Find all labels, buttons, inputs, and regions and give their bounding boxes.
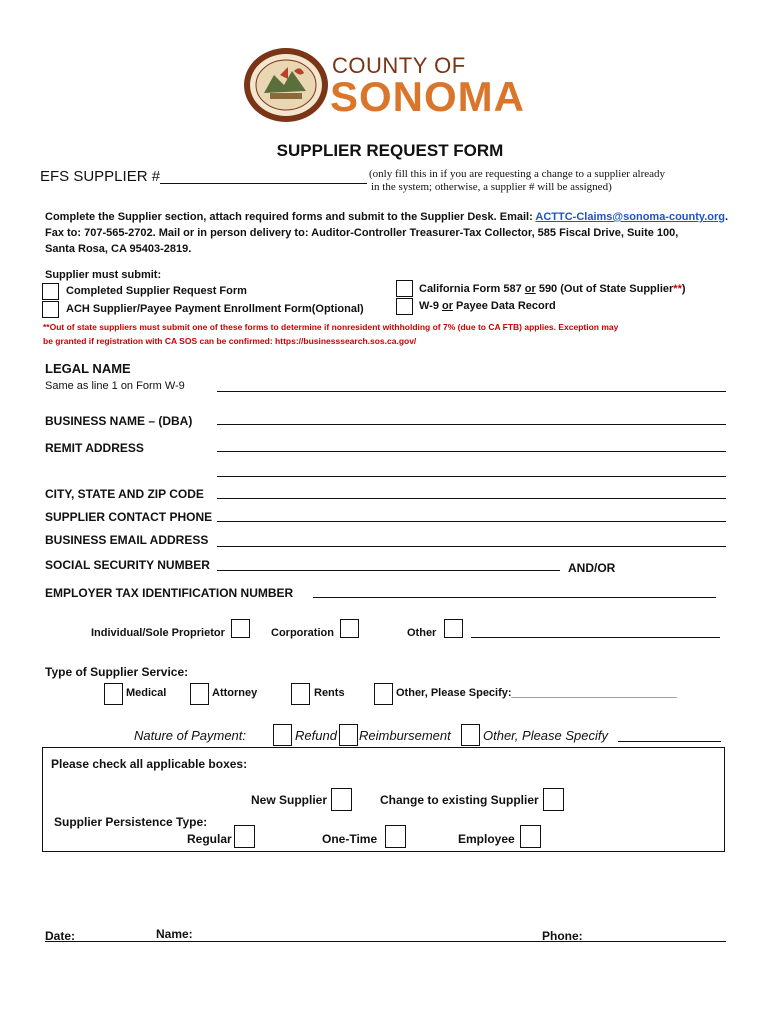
item3-or: or	[524, 283, 536, 295]
form-title: SUPPLIER REQUEST FORM	[276, 141, 504, 160]
efs-note-line1: (only fill this in if you are requesting a change to a supplier already	[369, 168, 665, 180]
service-other-label: Other, Please Specify:___________________________	[396, 687, 677, 699]
date-label: Date:	[45, 929, 76, 943]
email-address-field[interactable]	[217, 546, 726, 547]
payment-refund-label: Refund	[295, 728, 337, 743]
instructions-line2: Fax to: 707-565-2702. Mail or in person delivery to: Auditor-Controller Treasurer-Tax Collector, 585 Fiscal Drive, Suite 100,	[45, 227, 679, 239]
must-submit-item3	[419, 283, 686, 295]
payment-label: Nature of Payment:	[134, 728, 246, 743]
employee-label: Employee	[458, 832, 515, 846]
checkbox-payment-other[interactable]	[461, 724, 480, 746]
persistence-label: Supplier Persistence Type:	[54, 815, 208, 829]
item4-post: Payee Data Record	[453, 300, 556, 312]
name-label: Name:	[156, 927, 193, 941]
checkbox-w9-payee[interactable]	[396, 298, 413, 315]
one-time-label: One-Time	[322, 832, 378, 846]
payment-reimbursement-label: Reimbursement	[359, 728, 451, 743]
county-seal-icon	[240, 45, 330, 125]
efs-note-line2: in the system; otherwise, a supplier # will be assigned)	[371, 181, 612, 193]
checkbox-ca-form-587-590[interactable]	[396, 280, 413, 297]
checkbox-attorney[interactable]	[190, 683, 209, 705]
ssn-label: SOCIAL SECURITY NUMBER	[45, 558, 210, 572]
regular-label: Regular	[187, 832, 232, 846]
item3-stars: **	[673, 283, 682, 295]
oos-note-line2: be granted if registration with CA SOS can be confirmed: https://businesssearch.sos.ca.gov/	[43, 336, 417, 346]
checkbox-new-supplier[interactable]	[331, 788, 352, 811]
sonoma-text: SONOMA	[330, 73, 525, 120]
new-supplier-label: New Supplier	[251, 793, 328, 807]
remit-address-field-2[interactable]	[217, 476, 726, 477]
checkbox-corporation[interactable]	[340, 619, 359, 638]
and-or-label: AND/OR	[568, 561, 616, 575]
checkbox-employee[interactable]	[520, 825, 541, 848]
contact-phone-field[interactable]	[217, 521, 726, 522]
checkbox-reimbursement[interactable]	[339, 724, 358, 746]
item3-close: )	[681, 283, 686, 295]
service-medical-label: Medical	[126, 687, 167, 699]
ein-label: EMPLOYER TAX IDENTIFICATION NUMBER	[45, 586, 294, 600]
change-existing-label: Change to existing Supplier	[380, 793, 539, 807]
checkbox-medical[interactable]	[104, 683, 123, 705]
entity-individual-label: Individual/Sole Proprietor	[91, 627, 225, 639]
service-attorney-label: Attorney	[212, 687, 258, 699]
business-name-label: BUSINESS NAME – (DBA)	[45, 414, 193, 428]
checkbox-ach-form[interactable]	[42, 301, 59, 318]
applicable-boxes-heading: Please check all applicable boxes:	[51, 757, 248, 771]
checkbox-one-time[interactable]	[385, 825, 406, 848]
item4-pre: W-9	[419, 300, 442, 312]
checkbox-supplier-request-form[interactable]	[42, 283, 59, 300]
county-logo	[240, 45, 530, 125]
entity-other-field[interactable]	[471, 637, 720, 638]
checkbox-rents[interactable]	[291, 683, 310, 705]
ssn-field[interactable]	[217, 570, 560, 571]
county-of-text: COUNTY OF	[332, 53, 466, 78]
payment-other-label: Other, Please Specify	[483, 728, 609, 743]
must-submit-item1: Completed Supplier Request Form	[66, 285, 247, 297]
item3-pre: California Form 587	[419, 283, 525, 295]
legal-name-label: LEGAL NAME	[45, 361, 131, 376]
service-rents-label: Rents	[314, 687, 345, 699]
ein-field[interactable]	[313, 597, 716, 598]
business-name-field[interactable]	[217, 424, 726, 425]
item4-or: or	[442, 300, 453, 312]
entity-corporation-label: Corporation	[271, 627, 334, 639]
city-state-zip-field[interactable]	[217, 498, 726, 499]
entity-other-label: Other	[407, 627, 437, 639]
signature-line[interactable]	[45, 941, 726, 942]
checkbox-refund[interactable]	[273, 724, 292, 746]
efs-supplier-field[interactable]	[160, 183, 367, 184]
item3-post: 590 (Out of State Supplier	[535, 283, 674, 295]
checkbox-entity-other[interactable]	[444, 619, 463, 638]
legal-name-sub: Same as line 1 on Form W-9	[45, 380, 185, 392]
oos-note-line1: **Out of state suppliers must submit one of these forms to determine if nonresident withholding of 7% (due to CA FTB) applies. Exception may	[43, 322, 619, 332]
must-submit-item2: ACH Supplier/Payee Payment Enrollment Form(Optional)	[66, 303, 364, 315]
instructions-text: Complete the Supplier section, attach required forms and submit to the Supplier Desk. Email:	[45, 211, 536, 223]
checkbox-regular[interactable]	[234, 825, 255, 848]
efs-supplier-label: EFS SUPPLIER #	[40, 168, 161, 185]
instructions-line1	[45, 211, 765, 223]
instructions-line3: Santa Rosa, CA 95403-2819.	[45, 243, 192, 255]
remit-address-label: REMIT ADDRESS	[45, 441, 144, 455]
checkbox-individual[interactable]	[231, 619, 250, 638]
must-submit-heading: Supplier must submit:	[45, 269, 162, 281]
legal-name-field[interactable]	[217, 391, 726, 392]
service-heading: Type of Supplier Service:	[45, 665, 189, 679]
phone-label: Phone:	[542, 929, 583, 943]
email-link[interactable]: ACTTC-Claims@sonoma-county.org	[535, 211, 725, 223]
checkbox-change-existing[interactable]	[543, 788, 564, 811]
email-address-label: BUSINESS EMAIL ADDRESS	[45, 533, 209, 547]
contact-phone-label: SUPPLIER CONTACT PHONE	[45, 510, 213, 524]
payment-other-field[interactable]	[618, 741, 721, 742]
must-submit-item4	[419, 300, 556, 312]
city-state-zip-label: CITY, STATE AND ZIP CODE	[45, 487, 204, 501]
instructions-period: .	[725, 211, 729, 223]
remit-address-field-1[interactable]	[217, 451, 726, 452]
checkbox-service-other[interactable]	[374, 683, 393, 705]
